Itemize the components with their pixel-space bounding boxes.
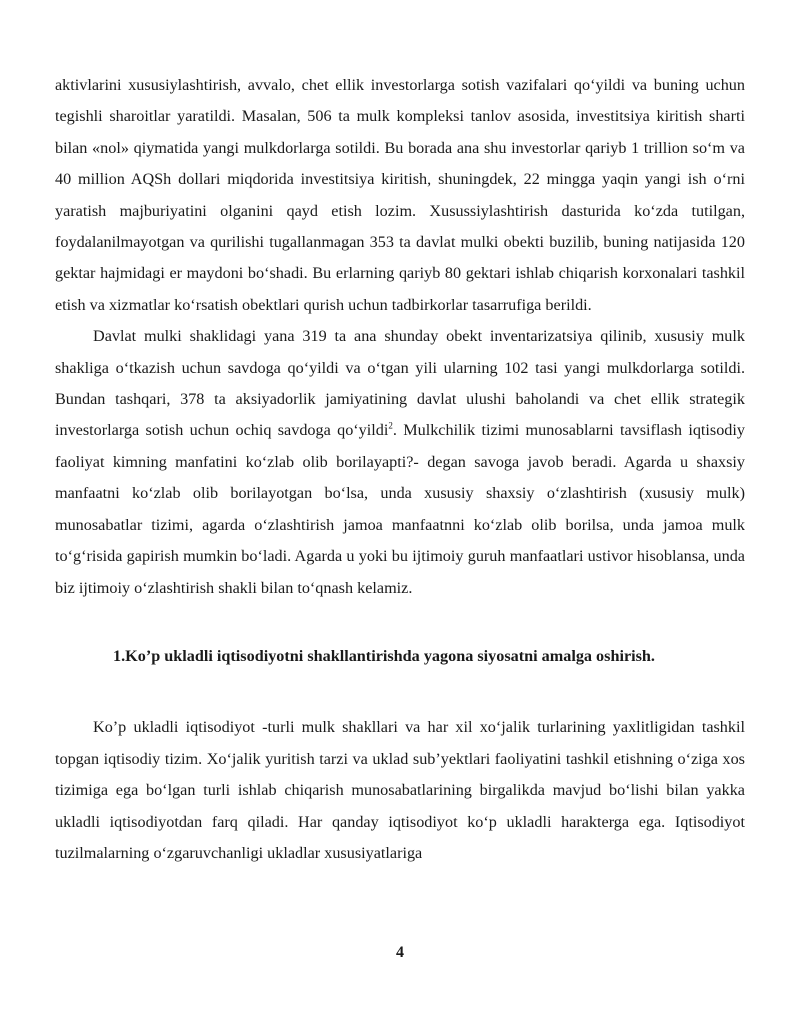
document-page [55,70,745,869]
paragraph-text: Davlat mulki shaklidagi yana 319 ta ana shunday obekt inventarizatsiya qilinib, xususiy mulk shakliga o‘tkazish uchun savdoga qo‘yildi va o‘tgan yili ularning 102 tasi yangi mulkdorlarga sotildi. Bundan tashqari, 378 ta aksiyadorlik jamiyatining davlat ulushi baholandi va chet ellik strategik investorlarga sotish uchun ochiq savdoga qo‘yildi [55,327,745,440]
paragraph-multi-structure-economy: Ko’p ukladli iqtisodiyot -turli mulk shakllari va har xil xo‘jalik turlarining yaxlitligidan tashkil topgan iqtisodiy tizim. Xo‘jalik yuritish tarzi va uklad sub’yektlari faoliyatini tashkil etishning o‘ziga xos tizimiga ega bo‘lgan turli ishlab chiqarish munosabatlarining birgalikda mavjud bo‘lishi bilan yakka ukladli iqtisodiyotdan farq qiladi. Har qanday iqtisodiyot ko‘p ukladli harakterga ega. Iqtisodiyot tuzilmalarning o‘zgaruvchanligi ukladlar xususiyatlariga [55,718,745,862]
page-number: 4 [396,944,404,961]
section-heading: 1.Ko’p ukladli iqtisodiyotni shakllantirishda yagona siyosatni amalga oshirish. [113,646,655,665]
paragraph-state-property-sales [55,321,745,604]
footnote-reference[interactable]: 2 [388,421,393,432]
paragraph-text-continued: . Mulkchilik tizimi munosablarni tavsiflash iqtisodiy faoliyat kimning manfatini ko‘zlab olib borilayapti?- degan savoga javob beradi. Agarda u shaxsiy manfaatni ko‘zlab olib borilayotgan bo‘lsa, unda xususiy shaxsiy o‘zlashtirish (xususiy mulk) munosabatlar tizimi, agarda o‘zlashtirish jamoa manfaatnni ko‘zlab olib borilsa, unda jamoa mulk to‘g‘risida gapirish mumkin bo‘ladi. Agarda u yoki bu ijtimoiy guruh manfaatlari ustivor hisoblansa, unda biz ijtimoiy o‘zlashtirish shakli bilan to‘qnash kelamiz. [55,421,745,597]
paragraph-privatization-results: aktivlarini xususiylashtirish, avvalo, chet ellik investorlarga sotish vazifalari qo‘yildi va buning uchun tegishli sharoitlar yaratildi. Masalan, 506 ta mulk kompleksi tanlov asosida, investitsiya kiritish sharti bilan «nol» qiymatida yangi mulkdorlarga sotildi. Bu borada ana shu investorlar qariyb 1 trillion so‘m va 40 million AQSh dollari miqdorida investitsiya kiritish, shuningdek, 22 mingga yaqin yangi ish o‘rni yaratish majburiyatini olganini qayd etish lozim. Xusussiylashtirish dasturida ko‘zda tutilgan, foydalanilmayotgan va qurilishi tugallanmagan 353 ta davlat mulki obekti buzilib, buning natijasida 120 gektar hajmidagi er maydoni bo‘shadi. Bu erlarning qariyb 80 gektari ishlab chiqarish korxonalari tashkil etish va xizmatlar ko‘rsatish obektlari qurish uchun tadbirkorlar tasarrufiga berildi. [55,76,745,314]
